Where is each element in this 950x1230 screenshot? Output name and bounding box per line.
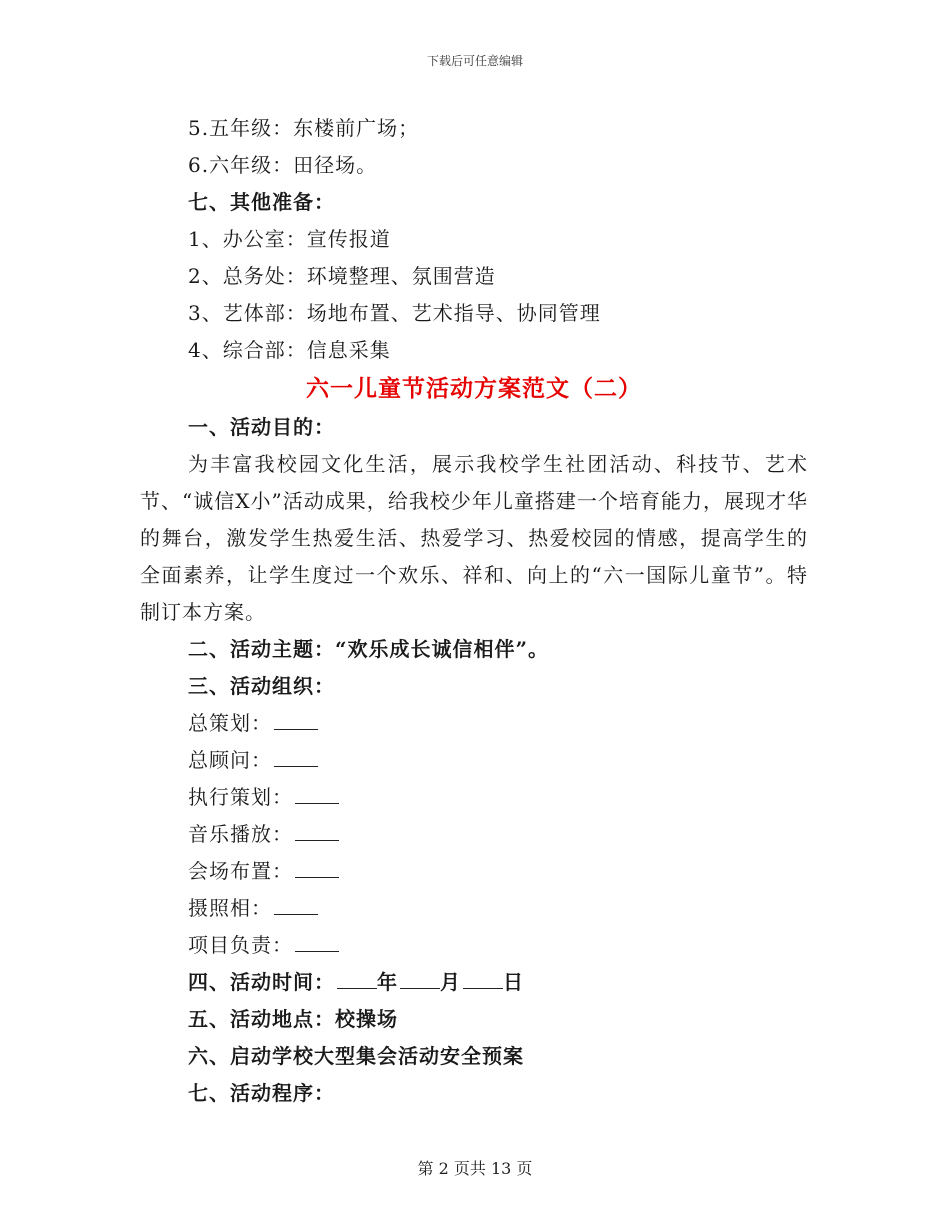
fill-blank: [295, 929, 339, 952]
page-footer: 第 2 页共 13 页: [417, 1159, 533, 1178]
time-label: 四、活动时间：: [188, 970, 335, 994]
org-role: [140, 779, 808, 816]
fill-blank: [400, 966, 440, 989]
section-heading: 三、活动组织：: [188, 674, 335, 698]
role-label: 音乐播放：: [188, 822, 293, 846]
section-heading: [140, 964, 808, 1001]
org-role: [140, 742, 808, 779]
section-heading: 五、活动地点：校操场: [188, 1007, 398, 1031]
year-label: 年: [377, 970, 398, 994]
section-heading: 七、其他准备：: [188, 190, 335, 214]
role-label: 摄照相：: [188, 896, 272, 920]
section-heading: 七、活动程序：: [188, 1081, 335, 1105]
fill-blank: [295, 781, 339, 804]
org-role: [140, 853, 808, 890]
fill-blank: [295, 855, 339, 878]
document-title: 六一儿童节活动方案范文（二）: [306, 375, 642, 402]
fill-blank: [337, 966, 377, 989]
page-header: 下载后可任意编辑: [426, 54, 523, 68]
list-item: 1、办公室：宣传报道: [188, 227, 391, 251]
document-body: [140, 110, 808, 1112]
fill-blank: [274, 744, 318, 767]
list-item: 3、艺体部：场地布置、艺术指导、协同管理: [188, 301, 601, 325]
org-role: [140, 816, 808, 853]
org-role: [140, 890, 808, 927]
list-item: 5.五年级：东楼前广场；: [188, 116, 420, 140]
list-item: 4、综合部：信息采集: [188, 338, 391, 362]
role-label: 会场布置：: [188, 859, 293, 883]
fill-blank: [463, 966, 503, 989]
role-label: 总策划：: [188, 711, 272, 735]
section-heading: 一、活动目的：: [188, 415, 335, 439]
fill-blank: [274, 892, 318, 915]
list-item: 2、总务处：环境整理、氛围营造: [188, 264, 496, 288]
org-role: [140, 927, 808, 964]
fill-blank: [274, 707, 318, 730]
list-item: 6.六年级：田径场。: [188, 153, 378, 177]
section-heading: 六、启动学校大型集会活动安全预案: [188, 1044, 524, 1068]
day-label: 日: [503, 970, 524, 994]
role-label: 执行策划：: [188, 785, 293, 809]
month-label: 月: [440, 970, 461, 994]
org-role: [140, 705, 808, 742]
fill-blank: [295, 818, 339, 841]
role-label: 总顾问：: [188, 748, 272, 772]
paragraph: 为丰富我校园文化生活，展示我校学生社团活动、科技节、艺术节、“诚信X小”活动成果，给我校少年儿童搭建一个培育能力，展现才华的舞台，激发学生热爱生活、热爱学习、热爱校园的情感，提高学生的全面素养，让学生度过一个欢乐、祥和、向上的“六一国际儿童节”。特制订本方案。: [140, 452, 808, 624]
section-heading: 二、活动主题：“欢乐成长诚信相伴”。: [188, 637, 550, 661]
role-label: 项目负责：: [188, 933, 293, 957]
